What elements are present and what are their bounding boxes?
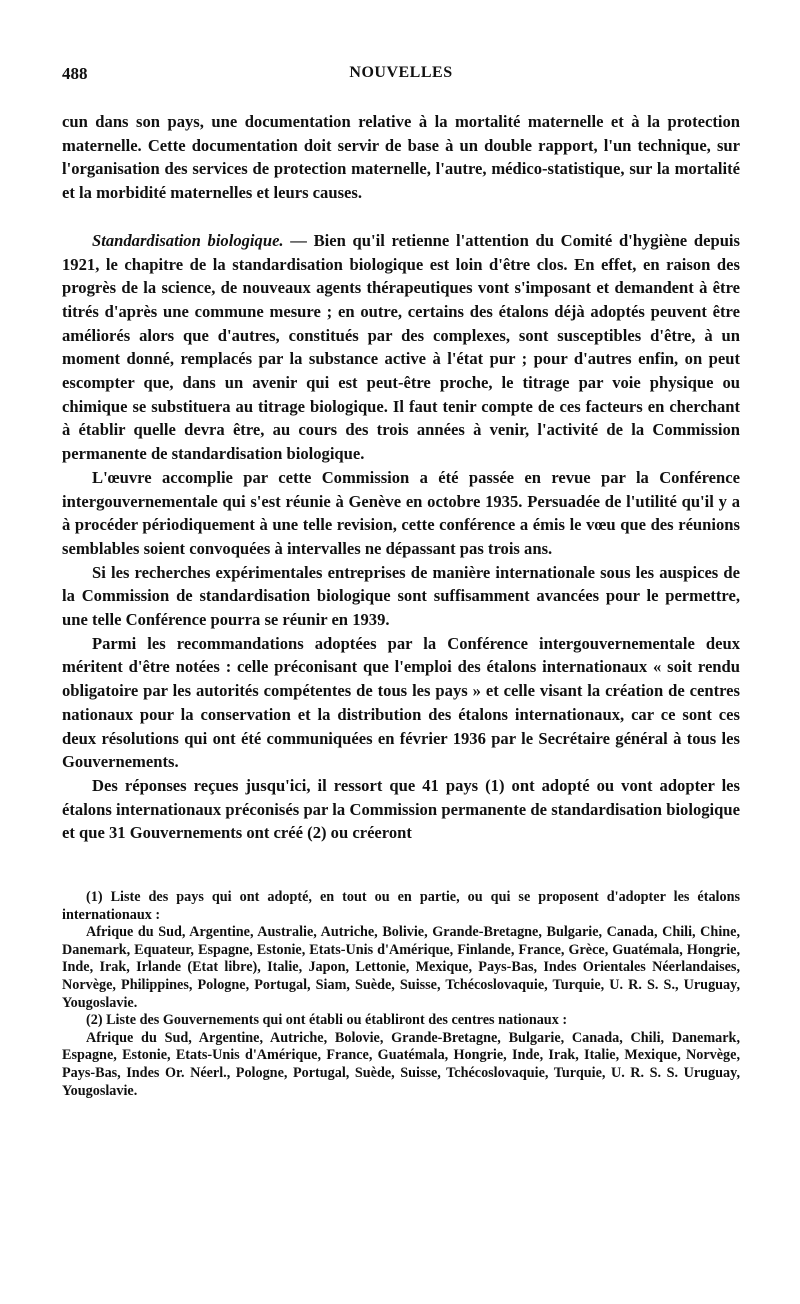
footnote-1-list: Afrique du Sud, Argentine, Australie, Autriche, Bolivie, Grande-Bretagne, Bulgarie, Canada, Chili, Chine, Danemark, Equateur, Espagne, Estonie, Etats-Unis d'Amérique, Finlande, France, Grèce, Guatémala, Hongrie, Inde, Irak, Irlande (Etat libre), Italie, Japon, Lettonie, Mexique, Pays-Bas, Indes Orientales Néerlandaises, Norvège, Philippines, Pologne, Portugal, Siam, Suède, Suisse, Tchécoslovaquie, Turquie, U. R. S. S., Uruguay, Yougoslavie. xyxy=(62,924,740,1011)
paragraph-5: Parmi les recommandations adoptées par la Conférence intergouvernementale deux méritent d'être notées : celle préconisant que l'emploi des étalons internationaux « soit rendu obligatoire par les autorités compétentes de tous les pays » et celle visant la création de centres nationaux pour la conservation et la distribution des étalons internationaux, car ce sont ces deux résolutions qui ont été communiquées en février 1936 par le Secrétaire général à tous les Gouvernements. xyxy=(62,633,740,772)
page-number: 488 xyxy=(62,64,88,83)
document-page xyxy=(62,64,740,1100)
paragraph-4: Si les recherches expérimentales entreprises de manière internationale sous les auspices de la Commission de standardisation biologique sont suffisamment avancées pour le permettre, une telle Conférence pourra se réunir en 1939. xyxy=(62,562,740,630)
body-text xyxy=(62,110,740,845)
page-header xyxy=(62,64,740,94)
footnote-1-heading: (1) Liste des pays qui ont adopté, en tout ou en partie, ou qui se proposent d'adopter les étalons internationaux : xyxy=(62,889,740,923)
footnote-2-list: Afrique du Sud, Argentine, Autriche, Bolovie, Grande-Bretagne, Bulgarie, Canada, Chili, Danemark, Espagne, Estonie, Etats-Unis d'Amérique, France, Guatémala, Hongrie, Inde, Irak, Italie, Mexique, Norvège, Pays-Bas, Indes Or. Néerl., Pologne, Portugal, Suède, Suisse, Tchécoslovaquie, Turquie, U. R. S. S. Uruguay, Yougoslavie. xyxy=(62,1029,740,1099)
paragraph-2-text: — Bien qu'il retienne l'attention du Comité d'hygiène depuis 1921, le chapitre de la standardisation biologique est loin d'être clos. En effet, en raison des progrès de la science, de nouveaux agents thérapeutiques vont s'imposant et demandent à être titrés d'après une commune mesure ; en outre, certains des étalons déjà adoptés peuvent être améliorés alors que d'autres, constitués par des complexes, sont susceptibles d'être, à un moment donné, remplacés par la substance active à l'état pur ; pour d'autres enfin, on peut escompter que, dans un avenir qui est peut-être proche, le titrage par voie physique ou chimique se substituera au titrage biologique. Il faut tenir compte de ces facteurs en cherchant à établir quelle devra être, au cours des trois années à venir, l'activité de la Commission permanente de standardisation biologique. xyxy=(62,230,740,464)
paragraph-2 xyxy=(62,229,740,466)
paragraph-3: L'œuvre accomplie par cette Commission a été passée en revue par la Conférence intergouvernementale qui s'est réunie à Genève en octobre 1935. Persuadée de l'utilité qu'il y a à procéder périodiquement à une telle revision, cette conférence a émis le vœu que des réunions semblables soient convoquées à intervalles ne dépassant pas trois ans. xyxy=(62,467,740,558)
footnote-2-heading: (2) Liste des Gouvernements qui ont établi ou établiront des centres nationaux : xyxy=(86,1012,568,1029)
paragraph-1: cun dans son pays, une documentation relative à la mortalité maternelle et à la protection maternelle. Cette documentation doit servir de base à un double rapport, l'un technique, sur l'organisation des services de protection maternelle, l'autre, médico-statistique, sur la mortalité et la morbidité maternelles et leurs causes. xyxy=(62,112,740,203)
section-heading: Standardisation biologique. xyxy=(92,230,284,250)
footnotes xyxy=(62,889,740,1100)
paragraph-6: Des réponses reçues jusqu'ici, il ressort que 41 pays (1) ont adopté ou vont adopter les étalons internationaux préconisés par la Commission permanente de standardisation biologique et que 31 Gouvernements ont créé (2) ou créeront xyxy=(62,775,740,843)
running-title: NOUVELLES xyxy=(349,64,453,81)
